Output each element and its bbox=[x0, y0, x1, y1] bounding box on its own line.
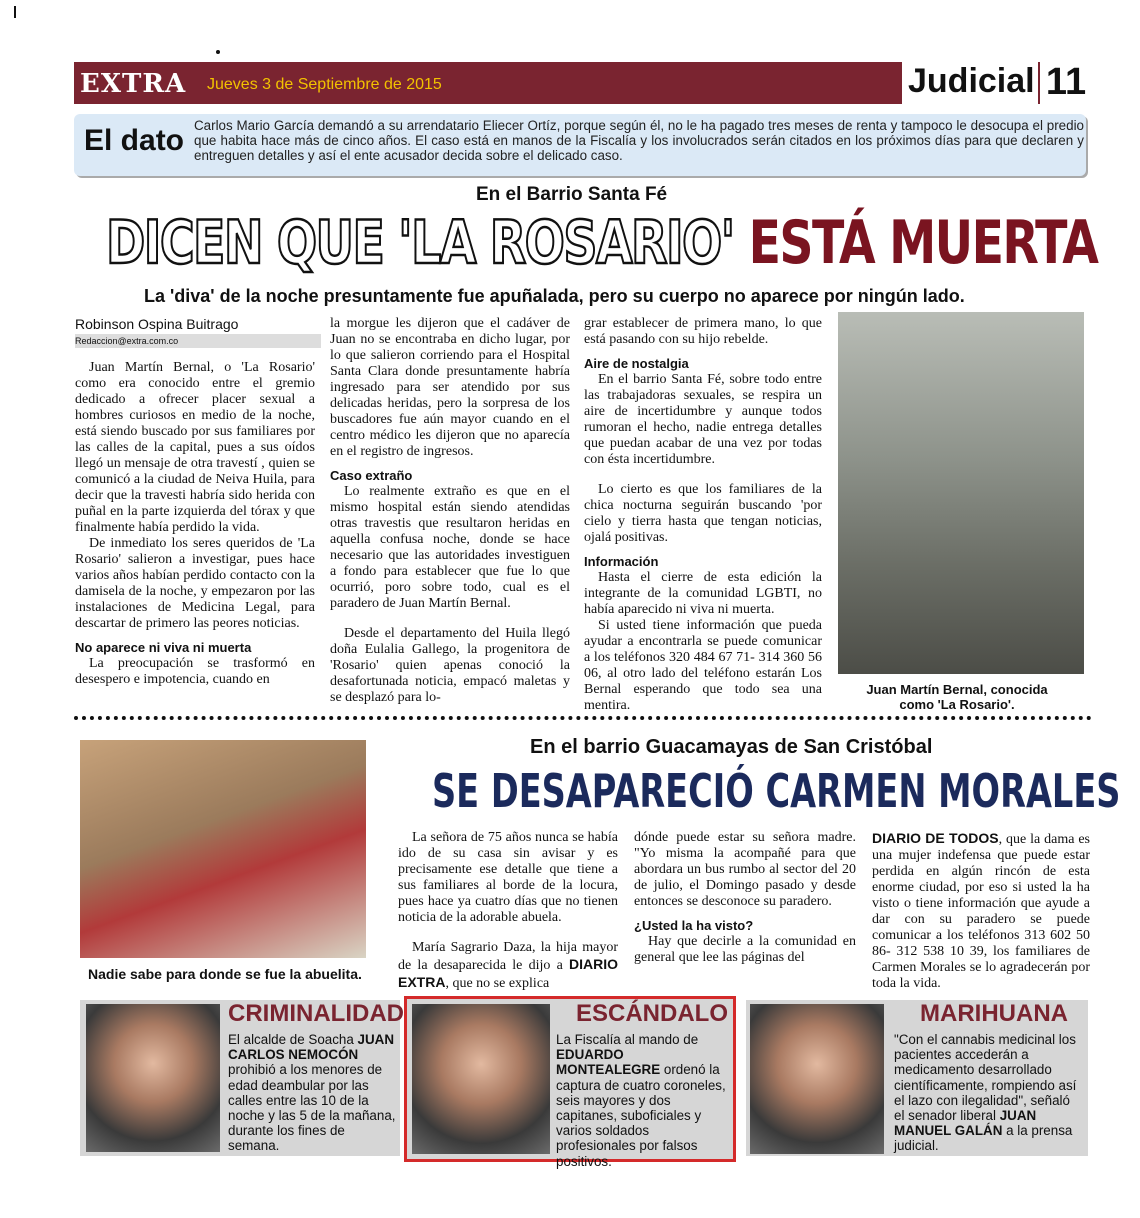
text-run: "Con el cannabis medicinal los pacientes accederán a medicamento desarrollado científicamente, rompiendo así el lazo con ilegalidad", señaló el senador liberal bbox=[894, 1032, 1077, 1124]
subhead: Caso extraño bbox=[330, 468, 413, 483]
box-title: CRIMINALIDAD bbox=[228, 1000, 404, 1027]
paragraph: dónde puede estar su señora madre. "Yo misma la acompañé para que abordara un bus rumbo al sector del 20 de julio, el Domingo pasado y desde entonces se desconoce su paradero. bbox=[634, 830, 856, 909]
subhead: ¿Usted la ha visto? bbox=[634, 918, 754, 933]
paragraph: Hasta el cierre de esta edición la integrante de la comunidad LGBTI, no había aparecido ni viva ni muerta. bbox=[584, 570, 822, 617]
story1-deck: La 'diva' de la noche presuntamente fue apuñalada, pero su cuerpo no aparece por ningún lado. bbox=[144, 286, 965, 306]
text-run: prohibió a los menores de edad deambular por las calles entre las 10 de la noche y las 5 de la mañana, durante los fines de semana. bbox=[228, 1062, 396, 1154]
box-title: ESCÁNDALO bbox=[576, 1000, 729, 1027]
story1-column-3 bbox=[584, 316, 822, 714]
paragraph: Lo realmente extraño es que en el mismo hospital están siendo atendidas otras travestis que resultaron heridas en aquella confusa noche, donde se hace necesario que las autoridades investiguen a fondo para establecer que fue lo que ocurrió, poro sobre todo, cual es el paradero de Juan Martín Bernal. bbox=[330, 484, 570, 611]
montealegre-photo bbox=[412, 1004, 550, 1154]
paragraph: Si usted tiene información que pueda ayudar a encontrarla se puede comunicar a los teléfonos 320 484 67 71- 314 360 56 06, al otro lado del teléfono estarán Los Bernal esperando que todo sea una mentira. bbox=[584, 618, 822, 713]
page-number: 11 bbox=[1040, 60, 1092, 104]
margin-dot bbox=[216, 50, 220, 54]
paragraph: Hay que decirle a la comunidad en general que lee las páginas del bbox=[634, 934, 856, 965]
dotted-divider bbox=[74, 716, 1092, 720]
newspaper-logo: EXTRA bbox=[80, 69, 187, 99]
paragraph: Desde el departamento del Huila llegó doña Eulalia Gallego, la progenitora de 'Rosario' quien apenas conoció la desafortunada noticia, empacó maletas y se desplazó para lo- bbox=[330, 626, 570, 705]
text-run: María Sagrario Daza, la hija mayor de la desaparecida le dijo a bbox=[398, 940, 618, 973]
box-text bbox=[556, 1032, 730, 1169]
story2-column-2 bbox=[634, 830, 856, 966]
paragraph bbox=[398, 940, 618, 992]
el-dato-label: El dato bbox=[84, 124, 185, 157]
margin-mark bbox=[14, 6, 16, 18]
story1-headline bbox=[106, 208, 1097, 278]
byline-email: Redaccion@extra.com.co bbox=[75, 334, 321, 348]
newspaper-name: DIARIO DE TODOS bbox=[872, 830, 999, 846]
story2-kicker: En el barrio Guacamayas de San Cristóbal bbox=[530, 736, 933, 758]
paragraph: La señora de 75 años nunca se había ido de su casa sin avisar y es precisamente ese detalle que tiene a sus familiares al borde de la locura, pues hace ya cuatro días que no tienen noticia de la adorable abuela. bbox=[398, 830, 618, 925]
text-run: El alcalde de Soacha bbox=[228, 1032, 358, 1047]
story1-headline-part2: ESTÁ MUERTA bbox=[748, 208, 1098, 278]
box-title: MARIHUANA bbox=[920, 1000, 1068, 1027]
text-run: ordenó la captura de cuatro coroneles, seis mayores y dos capitanes, suboficiales y varios soldados profesionales por falsos positivos. bbox=[556, 1062, 726, 1169]
text-run: , que no se explica bbox=[445, 976, 550, 991]
person-name: JUAN CARLOS NEMOCÓN bbox=[228, 1032, 395, 1063]
nemocon-photo bbox=[86, 1004, 220, 1152]
photo-caption: Nadie sabe para donde se fue la abuelita. bbox=[88, 966, 362, 982]
text-run: , que la dama es una mujer indefensa que puede estar perdida en algún rincón de esta enorme ciudad, por eso si usted la ha visto o tiene información que ayude a dar con su paradero se puede comunicar a los teléfonos 313 602 50 86- 312 538 10 39, los familiares de Carmen Morales se lo agradecerán por toda la vida. bbox=[872, 832, 1090, 991]
story1-headline-part1: DICEN QUE 'LA ROSARIO' bbox=[106, 208, 734, 278]
paragraph: En el barrio Santa Fé, sobre todo entre las trabajadoras sexuales, se respira un aire de incertidumbre y aunque todos rumoran el hecho, nadie entrega detalles que puedan acabar de una vez por todas con ésta incertidumbre. bbox=[584, 372, 822, 467]
text-run: La Fiscalía al mando de bbox=[556, 1032, 699, 1047]
person-name: JUAN MANUEL GALÁN bbox=[894, 1108, 1037, 1139]
paragraph: La preocupación se trasformó en desespero e impotencia, cuando en bbox=[75, 656, 315, 687]
section-title: Judicial bbox=[908, 62, 1035, 100]
box-text bbox=[894, 1032, 1084, 1154]
byline: Robinson Ospina Buitrago bbox=[75, 316, 239, 332]
story2-column-3 bbox=[872, 830, 1090, 992]
paragraph bbox=[872, 830, 1090, 992]
story2-headline: SE DESAPARECIÓ CARMEN MORALES bbox=[432, 764, 1121, 818]
paragraph: Lo cierto es que los familiares de la chica nocturna seguirán buscando 'por cielo y tierra hasta que tengan noticias, ojalá positivas. bbox=[584, 482, 822, 545]
paragraph: De inmediato los seres queridos de 'La Rosario' salieron a investigar, pues hace varios años habían perdido contacto con la damisela de la noche, y empezaron por las instalaciones de Medicina Legal, para descartar de primero las peores noticias. bbox=[75, 536, 315, 631]
story1-column-2 bbox=[330, 316, 570, 706]
subhead: Información bbox=[584, 554, 659, 569]
story1-kicker: En el Barrio Santa Fé bbox=[476, 184, 668, 205]
galan-photo bbox=[750, 1004, 884, 1154]
person-name: EDUARDO MONTEALEGRE bbox=[556, 1047, 661, 1078]
la-rosario-photo bbox=[838, 312, 1084, 674]
newspaper-name: DIARIO EXTRA bbox=[398, 956, 618, 990]
paragraph: grar establecer de primera mano, lo que está pasando con su hijo rebelde. bbox=[584, 316, 822, 347]
el-dato-text: Carlos Mario García demandó a su arrendatario Eliecer Ortíz, porque según él, no le ha pagado tres meses de renta y tampoco le desocupa el predio que habita hace más de cinco años. El caso está en manos de la Fiscalía y los involucrados serán citados en los próximos días para que declaren y entreguen detalles y así el ente acusador decida sobre el delicado caso. bbox=[194, 118, 1084, 163]
box-text bbox=[228, 1032, 396, 1154]
photo-caption: Juan Martín Bernal, conocida como 'La Rosario'. bbox=[866, 682, 1048, 712]
subhead: No aparece ni viva ni muerta bbox=[75, 640, 252, 655]
subhead: Aire de nostalgia bbox=[584, 356, 689, 371]
issue-date: Jueves 3 de Septiembre de 2015 bbox=[207, 76, 442, 93]
abuelita-photo bbox=[80, 740, 366, 958]
paragraph: Juan Martín Bernal, o 'La Rosario' como era conocido entre el gremio dedicado a ofrecer placer sexual a hombres curiosos en medio de la noche, está siendo buscado por sus familiares por las calles de la capital, pues a sus oídos llegó un mensaje de otra travestí , quien se comunicó a la ciudad de Neiva Huila, para decir que la travesti habría sido herida con puñal en la parte izquierda del tórax y que finalmente había perdido la vida. bbox=[75, 360, 315, 535]
paragraph: la morgue les dijeron que el cadáver de Juan no se encontraba en dicho lugar, por lo que salieron corriendo para el Hospital Santa Clara donde presuntamente habría ingresado para ser atendido por sus delicadas heridas, pero la sorpresa de los buscadores fue aún mayor cuando en el centro médico les dijeron que no aparecía en el registro de ingresos. bbox=[330, 316, 570, 459]
text-run: a la prensa judicial. bbox=[894, 1123, 1073, 1154]
story1-column-1 bbox=[75, 360, 315, 688]
story2-column-1 bbox=[398, 830, 618, 992]
